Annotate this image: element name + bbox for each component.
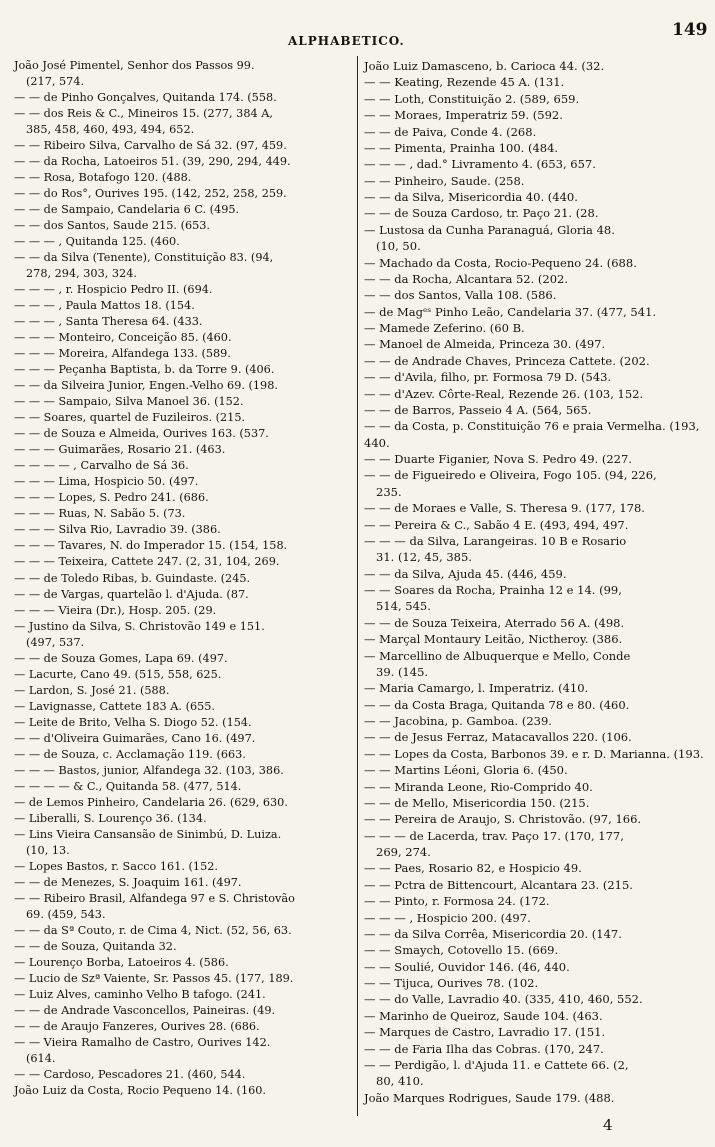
directory-entry: — — — Moreira, Alfandega 133. (589. (14, 347, 231, 361)
directory-entry: — — Rosa, Botafogo 120. (488. (14, 171, 192, 185)
right-column (364, 58, 704, 1106)
directory-entry: — — d'Oliveira Guimarães, Cano 16. (497. (14, 731, 256, 745)
directory-entry: — — — Guimarães, Rosario 21. (463. (14, 443, 226, 457)
directory-entry: — — Tijuca, Ourives 78. (102. (364, 976, 539, 990)
directory-entry: — Luiz Alves, caminho Velho B tafogo. (241. (14, 987, 266, 1001)
directory-entry: 269, 274. (376, 845, 431, 859)
directory-entry: João Luiz Damasceno, b. Carioca 44. (32. (364, 59, 605, 73)
directory-entry: — — do Ros°, Ourives 195. (142, 252, 258, 259. (14, 187, 287, 201)
directory-entry: — — — Lima, Hospicio 50. (497. (14, 475, 199, 489)
directory-entry: — — — , r. Hospicio Pedro II. (694. (14, 283, 213, 297)
directory-entry: 385, 458, 460, 493, 494, 652. (26, 123, 195, 137)
directory-entry: — Mamede Zeferino. (60 B. (364, 321, 525, 335)
directory-entry: — — Vieira Ramalho de Castro, Ourives 142. (14, 1035, 271, 1049)
directory-entry: — — — , Quitanda 125. (460. (14, 235, 180, 249)
directory-entry: — Lins Vieira Cansansão de Sinimbú, D. Luiza. (14, 827, 282, 841)
directory-entry: — — — , Paula Mattos 18. (154. (14, 299, 195, 313)
directory-entry: — — Soulié, Ouvidor 146. (46, 440. (364, 959, 570, 974)
directory-entry: 69. (459, 543. (26, 907, 106, 921)
directory-entry: — — de Menezes, S. Joaquim 161. (497. (14, 875, 242, 889)
column-divider (357, 56, 358, 1116)
directory-entry: — Manoel de Almeida, Princeza 30. (497. (364, 337, 606, 352)
directory-entry: — — — Bastos, junior, Alfandega 32. (103, 386. (14, 763, 284, 777)
directory-entry: — — de Araujo Fanzeres, Ourives 28. (686. (14, 1019, 260, 1033)
directory-entry: — — — Tavares, N. do Imperador 15. (154, 158. (14, 539, 288, 553)
directory-entry: — — da Silva, Misericordia 40. (440. (364, 190, 578, 204)
page-number: 149 (672, 20, 708, 40)
directory-entry: — — Cardoso, Pescadores 21. (460, 544. (14, 1067, 246, 1081)
directory-entry: — — da Sª Couto, r. de Cima 4, Nict. (52, 56, 63. (14, 923, 292, 937)
directory-entry: — — dos Santos, Saude 215. (653. (14, 219, 211, 233)
directory-entry: — Maria Camargo, l. Imperatriz. (410. (364, 681, 589, 696)
directory-entry: 80, 410. (376, 1074, 424, 1089)
directory-entry: (217, 574. (26, 75, 85, 89)
directory-entry: — — de Souza, c. Acclamação 119. (663. (14, 747, 246, 761)
directory-entry: (614. (26, 1051, 56, 1065)
directory-entry: — — da Costa, p. Constituição 76 e praia Vermelha. (193, 440. (364, 419, 700, 450)
directory-entry: — — Keating, Rezende 45 A. (131. (364, 75, 565, 90)
directory-entry: — — — Sampaio, Silva Manoel 36. (152. (14, 395, 244, 409)
directory-entry: — — — de Lacerda, trav. Paço 17. (170, 177, (364, 828, 624, 843)
directory-entry: — — — Vieira (Dr.), Hosp. 205. (29. (14, 603, 217, 617)
directory-entry: — — dos Santos, Valla 108. (586. (364, 288, 557, 303)
directory-entry: — — do Valle, Lavradio 40. (335, 410, 460, 552. (364, 992, 643, 1007)
directory-entry: — — d'Azev. Côrte-Real, Rezende 26. (103, 152. (364, 386, 644, 401)
directory-entry: João Marques Rodrigues, Saude 179. (488. (364, 1090, 615, 1105)
directory-entry: — — da Silveira Junior, Engen.-Velho 69. (198. (14, 379, 278, 393)
directory-entry: — — — , dad.° Livramento 4. (653, 657. (364, 157, 596, 172)
directory-entry: — — de Paiva, Conde 4. (268. (364, 124, 537, 139)
directory-entry: — — — , Santa Theresa 64. (433. (14, 315, 203, 329)
directory-entry: — — Ribeiro Brasil, Alfandega 97 e S. Christovão (14, 891, 295, 905)
directory-entry: — — de Sampaio, Candelaria 6 C. (495. (14, 203, 240, 217)
directory-entry: — — — Teixeira, Cattete 247. (2, 31, 104, 269. (14, 555, 280, 569)
directory-entry: — — Pimenta, Prainha 100. (484. (364, 140, 559, 155)
directory-entry: — — — Peçanha Baptista, b. da Torre 9. (406. (14, 363, 275, 377)
directory-entry: — Leite de Brito, Velha S. Diogo 52. (154. (14, 715, 252, 729)
directory-entry: — — de Mello, Misericordia 150. (215. (364, 795, 590, 810)
directory-entry: — — de Toledo Ribas, b. Guindaste. (245. (14, 571, 251, 585)
directory-entry: — Lucio de Szª Vaiente, Sr. Passos 45. (177, 189. (14, 971, 294, 985)
directory-entry: — — Smaych, Cotovello 15. (669. (364, 943, 559, 958)
directory-entry: — — — — & C., Quitanda 58. (477, 514. (14, 779, 242, 793)
left-column (14, 58, 354, 1099)
directory-entry: — — de Vargas, quartelão l. d'Ajuda. (87. (14, 587, 249, 601)
directory-entry: — de Lemos Pinheiro, Candelaria 26. (629, 630. (14, 795, 288, 809)
directory-entry: — — Pinheiro, Saude. (258. (364, 173, 525, 188)
directory-entry: João José Pimentel, Senhor dos Passos 99. (14, 59, 255, 72)
directory-entry: — — de Souza Gomes, Lapa 69. (497. (14, 651, 228, 665)
directory-entry: — — — Lopes, S. Pedro 241. (686. (14, 491, 209, 505)
directory-entry: — Marçal Montaury Leitão, Nictheroy. (386. (364, 632, 623, 647)
directory-entry: — — Martins Léoni, Gloria 6. (450. (364, 763, 568, 778)
directory-entry: — de Magᵉˢ Pinho Leão, Candelaria 37. (477, 541. (364, 304, 657, 319)
directory-entry: — Justino da Silva, S. Christovão 149 e 151. (14, 619, 265, 633)
directory-entry: — — de Souza e Almeida, Ourives 163. (537. (14, 427, 269, 441)
directory-entry: — — Loth, Constituição 2. (589, 659. (364, 91, 580, 106)
directory-entry: — — Jacobina, p. Gamboa. (239. (364, 714, 552, 728)
directory-entry: — — Soares, quartel de Fuzileiros. (215. (14, 411, 246, 425)
directory-entry: — — — , Hospicio 200. (497. (364, 910, 531, 925)
directory-entry: — — de Souza, Quitanda 32. (14, 939, 177, 953)
directory-entry: — — Ribeiro Silva, Carvalho de Sá 32. (97, 459. (14, 139, 287, 153)
directory-entry: — — de Pinho Gonçalves, Quitanda 174. (558. (14, 91, 277, 105)
directory-entry: 514, 545. (376, 599, 431, 614)
directory-entry: — — da Silva Corrêa, Misericordia 20. (147. (364, 926, 622, 941)
directory-entry: 39. (145. (376, 664, 429, 679)
directory-entry: — Lacurte, Cano 49. (515, 558, 625. (14, 667, 222, 681)
directory-entry: — Liberalli, S. Lourenço 36. (134. (14, 811, 207, 825)
directory-entry: — Lourenço Borba, Latoeiros 4. (586. (14, 955, 229, 969)
directory-entry: — — Perdigão, l. d'Ajuda 11. e Cattete 66. (2, (364, 1057, 629, 1072)
signature-mark: 4 (603, 1116, 613, 1134)
directory-entry: — — de Souza Cardoso, tr. Paço 21. (28. (364, 206, 599, 221)
directory-entry: 235. (376, 484, 402, 499)
directory-entry: — — de Andrade Vasconcellos, Paineiras. (49. (14, 1003, 276, 1017)
directory-entry: — — de Jesus Ferraz, Matacavallos 220. (106. (364, 730, 632, 745)
directory-entry: — — Pctra de Bittencourt, Alcantara 23. (215. (364, 877, 633, 892)
directory-entry: — — d'Avila, filho, pr. Formosa 79 D. (543. (364, 370, 612, 385)
directory-entry: — — da Silva, Ajuda 45. (446, 459. (364, 566, 567, 581)
directory-entry: — — — Monteiro, Conceição 85. (460. (14, 331, 232, 345)
directory-entry: — Lopes Bastos, r. Sacco 161. (152. (14, 859, 218, 873)
directory-entry: — — Moraes, Imperatriz 59. (592. (364, 108, 563, 123)
directory-entry: — — Duarte Figanier, Nova S. Pedro 49. (227. (364, 452, 632, 466)
directory-entry: — — Pinto, r. Formosa 24. (172. (364, 894, 550, 909)
directory-entry: — Marques de Castro, Lavradio 17. (151. (364, 1025, 606, 1040)
directory-entry: — Marcellino de Albuquerque e Mello, Conde (364, 648, 631, 663)
directory-entry: (497, 537. (26, 635, 85, 649)
directory-entry: — — — — , Carvalho de Sá 36. (14, 459, 189, 473)
directory-entry: — — — Silva Rio, Lavradio 39. (386. (14, 523, 221, 537)
directory-entry: — — dos Reis & C., Mineiros 15. (277, 384 A, (14, 107, 273, 121)
directory-entry: João Luiz da Costa, Rocio Pequeno 14. (160. (14, 1084, 266, 1097)
directory-entry: — — Lopes da Costa, Barbonos 39. e r. D. Marianna. (193. (364, 746, 704, 761)
directory-entry: — — de Souza Teixeira, Aterrado 56 A. (498. (364, 615, 625, 630)
directory-entry: — Lavignasse, Cattete 183 A. (655. (14, 699, 216, 713)
directory-entry: — — de Faria Ilha das Cobras. (170, 247. (364, 1041, 604, 1056)
directory-entry: — — de Barros, Passeio 4 A. (564, 565. (364, 402, 592, 417)
directory-entry: 31. (12, 45, 385. (376, 550, 472, 565)
directory-entry: — Marinho de Queiroz, Saude 104. (463. (364, 1008, 603, 1023)
directory-entry: — Lustosa da Cunha Paranaguá, Gloria 48. (364, 222, 615, 237)
directory-entry: — — Miranda Leone, Rio-Comprido 40. (364, 779, 593, 794)
directory-entry: 278, 294, 303, 324. (26, 267, 137, 281)
directory-entry: — — de Moraes e Valle, S. Theresa 9. (177, 178. (364, 501, 645, 516)
directory-entry: — — Pereira de Araujo, S. Christovão. (97, 166. (364, 812, 642, 827)
directory-entry: — — da Rocha, Alcantara 52. (202. (364, 271, 568, 286)
directory-entry: — — — Ruas, N. Sabão 5. (73. (14, 507, 186, 521)
directory-entry: — — da Silva (Tenente), Constituição 83. (94, (14, 251, 274, 265)
page-title: ALPHABETICO. (288, 34, 405, 48)
directory-entry: — — Paes, Rosario 82, e Hospicio 49. (364, 861, 582, 876)
directory-entry: (10, 13. (26, 843, 70, 857)
directory-entry: — — da Rocha, Latoeiros 51. (39, 290, 294, 449. (14, 155, 291, 169)
directory-entry: — — da Costa Braga, Quitanda 78 e 80. (460. (364, 697, 630, 712)
directory-entry: — — Soares da Rocha, Prainha 12 e 14. (99, (364, 583, 622, 597)
directory-entry: — — — da Silva, Larangeiras. 10 B e Rosario (364, 533, 627, 548)
directory-entry: — — Pereira & C., Sabão 4 E. (493, 494, 497. (364, 517, 629, 532)
directory-entry: — Lardon, S. José 21. (588. (14, 683, 170, 697)
directory-entry: — Machado da Costa, Rocio-Pequeno 24. (688. (364, 255, 637, 270)
directory-entry: — — de Figueiredo e Oliveira, Fogo 105. (94, 226, (364, 468, 657, 483)
directory-entry: (10, 50. (376, 239, 421, 254)
directory-entry: — — de Andrade Chaves, Princeza Cattete. (202. (364, 353, 650, 368)
